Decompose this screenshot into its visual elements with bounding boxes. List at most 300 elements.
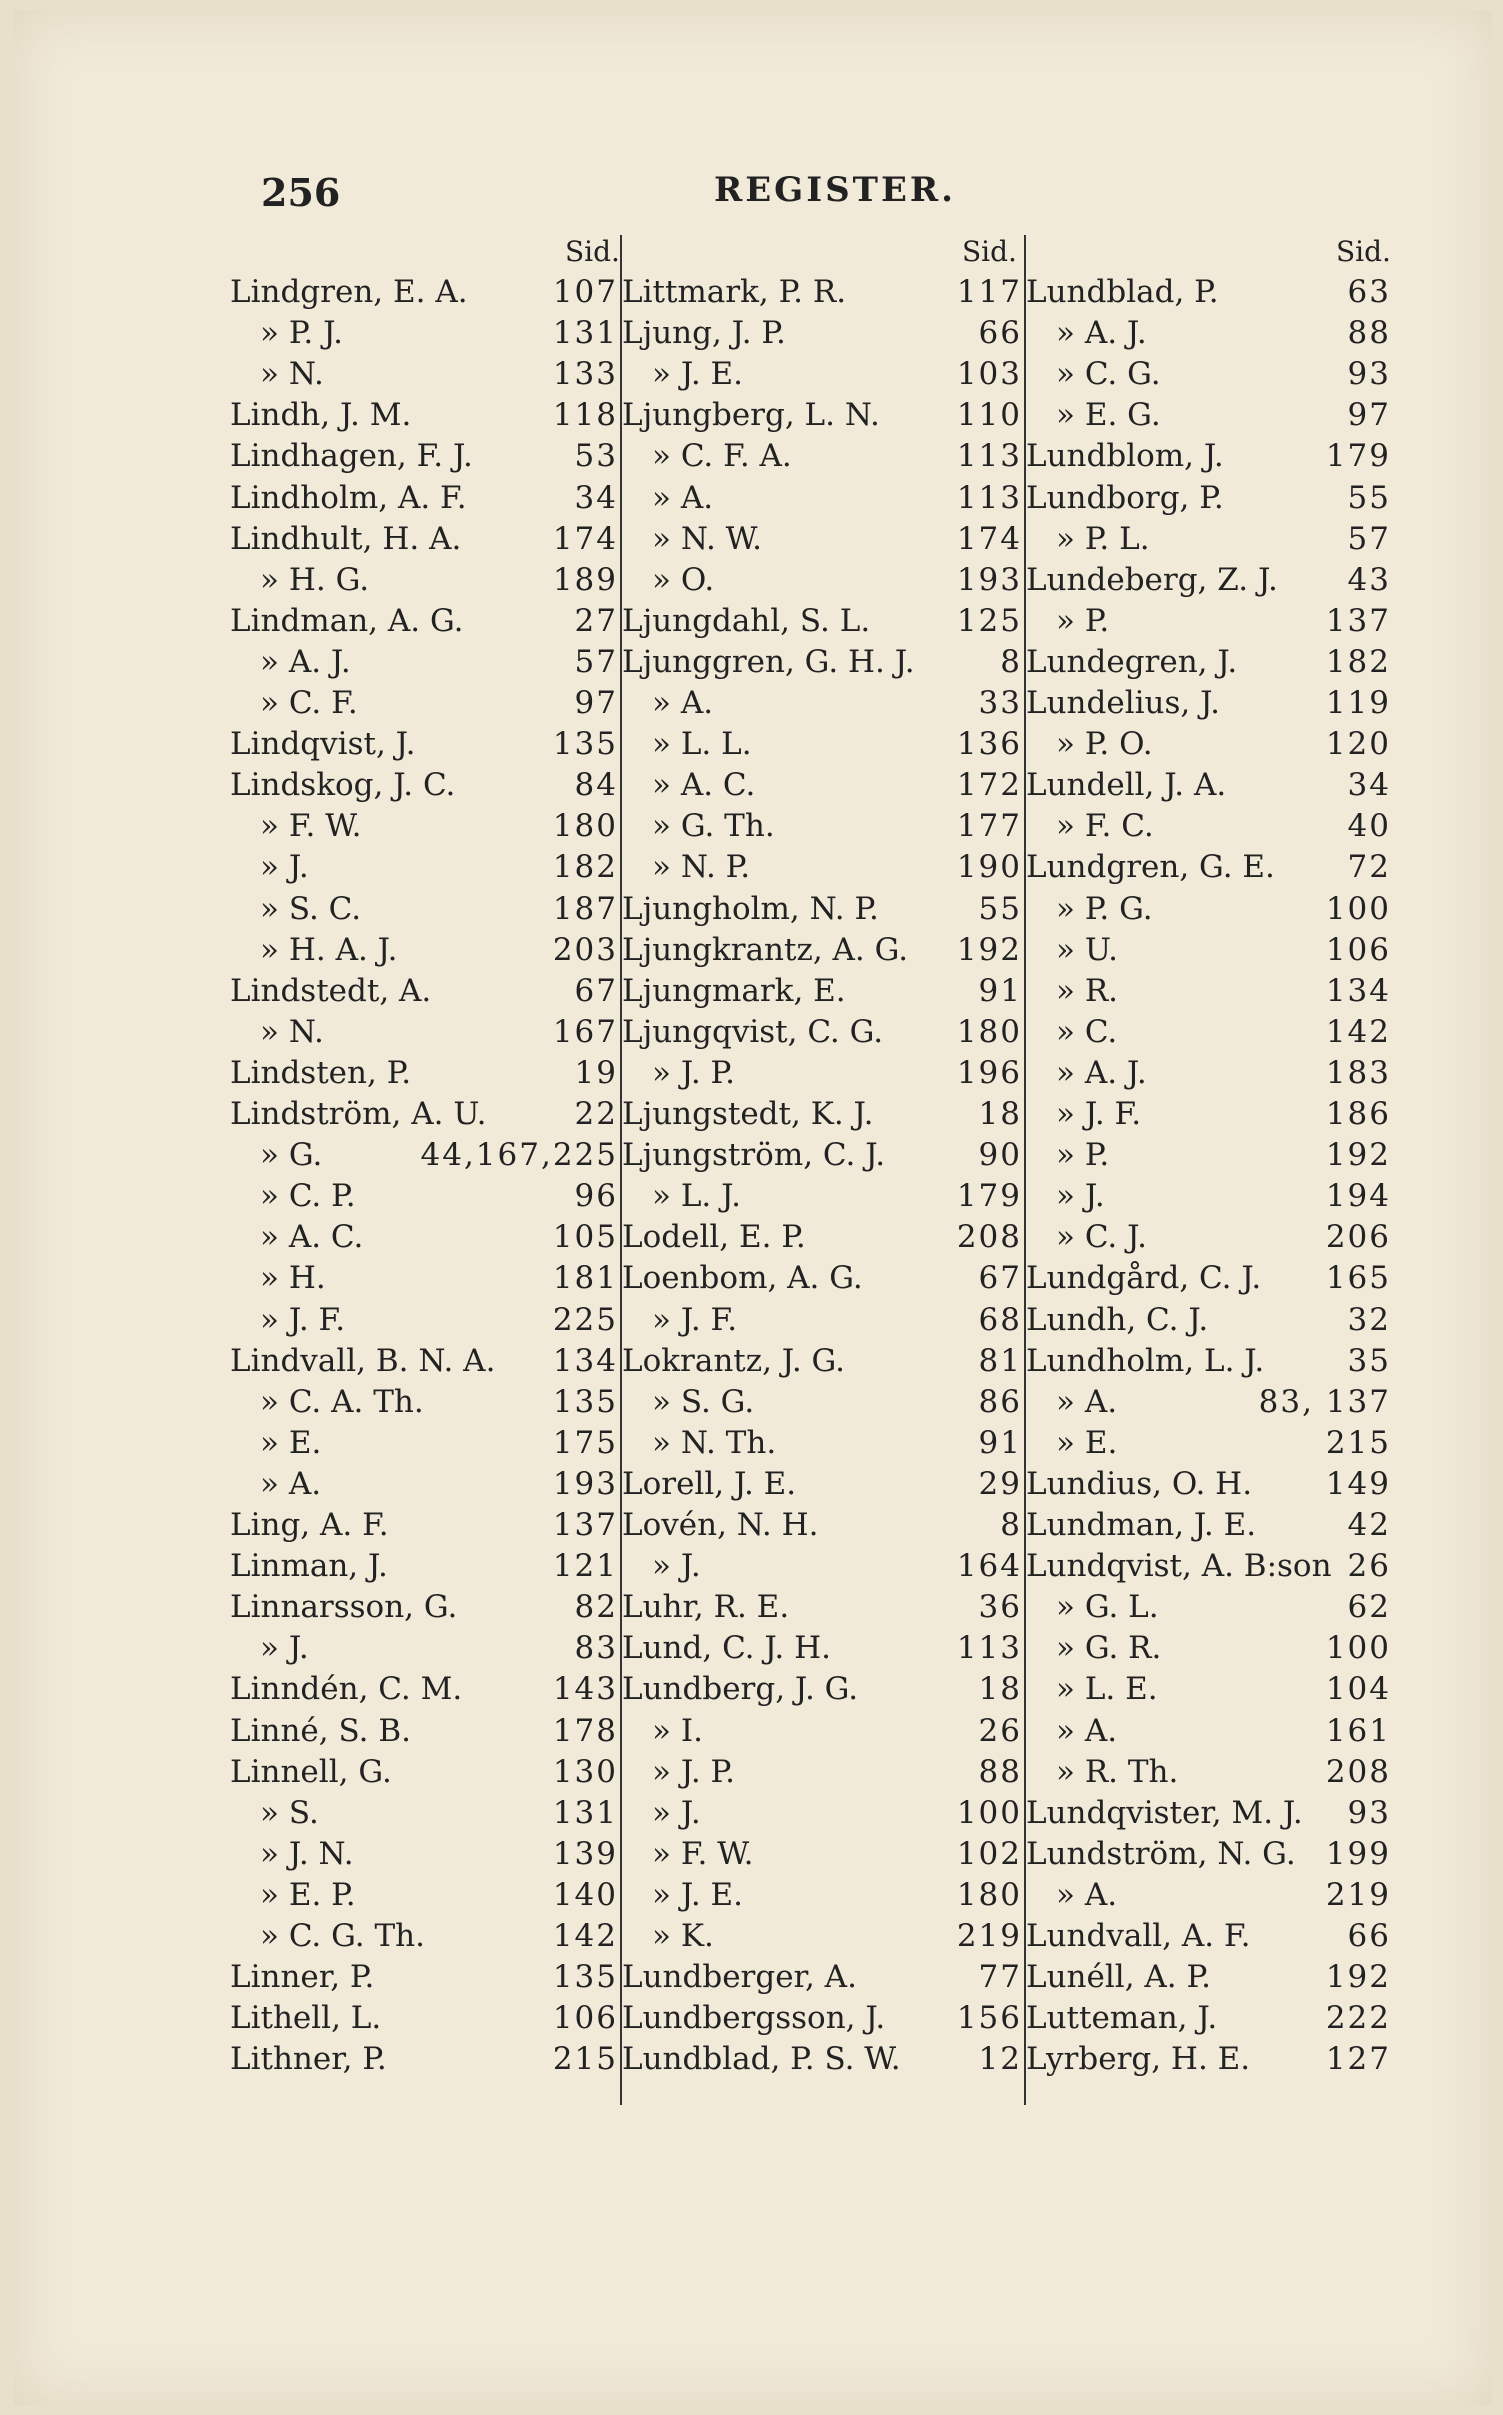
entry-name: » K. (652, 1918, 714, 1954)
index-entry (230, 847, 618, 887)
entry-page: 194 (1325, 1178, 1391, 1215)
sid-heading: Sid. (962, 235, 1017, 268)
entry-page: 177 (956, 808, 1022, 845)
entry-page: 199 (1325, 1835, 1391, 1872)
entry-name: » A. (652, 479, 714, 516)
entry-page: 215 (552, 2041, 618, 2078)
entry-page: 113 (956, 438, 1022, 475)
entry-name: Ljung, J. P. (622, 315, 786, 352)
index-entry (1026, 1176, 1391, 1216)
entry-name: Linner, P. (230, 1959, 375, 1996)
entry-name: » J. P. (652, 1054, 735, 1091)
entry-name: » J. F. (1056, 1096, 1142, 1132)
entry-name: Lindsten, P. (230, 1054, 412, 1091)
entry-page: 83, 137 (1258, 1383, 1391, 1420)
entry-name: » G. R. (1056, 1630, 1162, 1667)
index-entry (1026, 930, 1391, 970)
entry-name: Lovén, N. H. (622, 1507, 819, 1543)
entry-page: 180 (956, 1013, 1022, 1050)
index-entry (230, 971, 618, 1011)
entry-page: 86 (978, 1383, 1022, 1420)
entry-name: » A. (1056, 1712, 1118, 1749)
entry-page: 181 (552, 1260, 618, 1297)
index-entry (1026, 601, 1391, 641)
index-entry (1026, 847, 1391, 887)
index-entry (622, 1053, 1022, 1093)
entry-page: 102 (956, 1835, 1022, 1872)
entry-page: 81 (978, 1342, 1022, 1379)
index-entry (230, 519, 618, 559)
entry-page: 106 (552, 2000, 618, 2037)
index-entry (1026, 1793, 1391, 1833)
index-entry (230, 1628, 618, 1668)
index-entry (230, 806, 618, 846)
entry-page: 100 (1325, 1630, 1391, 1667)
entry-name: Ljungholm, N. P. (622, 890, 879, 927)
entry-name: » J. (1056, 1178, 1105, 1215)
entry-name: » U. (1056, 931, 1118, 968)
entry-page: 18 (978, 1671, 1022, 1708)
entry-name: Ljungqvist, C. G. (622, 1013, 884, 1050)
index-entry (622, 1998, 1022, 2038)
entry-name: Littmark, P. R. (622, 274, 847, 310)
index-entry (230, 436, 618, 476)
entry-page: 66 (978, 315, 1022, 352)
entry-page: 72 (1347, 849, 1391, 886)
index-entry (622, 519, 1022, 559)
entry-page: 208 (956, 1219, 1022, 1256)
index-entry (1026, 1875, 1391, 1915)
index-entry (622, 1752, 1022, 1792)
entry-page: 32 (1347, 1301, 1391, 1338)
entry-page: 179 (956, 1178, 1022, 1215)
register-column-2 (622, 235, 1022, 2085)
entry-page: 63 (1347, 274, 1391, 310)
entry-page: 136 (956, 726, 1022, 763)
entry-page: 142 (1325, 1013, 1391, 1050)
entry-page: 120 (1325, 726, 1391, 763)
index-entry (1026, 971, 1391, 1011)
entry-page: 189 (552, 561, 618, 598)
entry-name: Lundblad, P. S. W. (622, 2041, 901, 2078)
entry-page: 68 (978, 1301, 1022, 1338)
entry-page: 183 (1325, 1054, 1391, 1091)
entry-page: 27 (574, 602, 618, 639)
entry-name: » N. (260, 1013, 324, 1050)
sid-heading: Sid. (565, 235, 620, 268)
entry-name: » G. L. (1056, 1589, 1159, 1626)
index-entry (230, 1587, 618, 1627)
index-entry (622, 971, 1022, 1011)
entry-page: 43 (1347, 561, 1391, 598)
entry-name: » J. (652, 1794, 701, 1831)
index-entry (230, 1217, 618, 1257)
entry-page: 91 (978, 1424, 1022, 1461)
entry-page: 100 (956, 1794, 1022, 1831)
entry-page: 33 (978, 685, 1022, 721)
entry-name: Lindman, A. G. (230, 602, 464, 639)
entry-name: » A. J. (1056, 1054, 1147, 1091)
entry-page: 161 (1325, 1712, 1391, 1749)
entry-page: 178 (552, 1712, 618, 1749)
index-entry (622, 601, 1022, 641)
entry-name: Lindstedt, A. (230, 972, 432, 1009)
entry-name: » C. G. (1056, 356, 1161, 393)
entry-page: 219 (1325, 1876, 1391, 1913)
entry-page: 104 (1325, 1671, 1391, 1708)
entry-page: 143 (552, 1671, 618, 1708)
entry-page: 93 (1347, 356, 1391, 393)
index-entry (230, 1094, 618, 1134)
entry-page: 118 (552, 397, 618, 434)
entry-name: Lithell, L. (230, 2000, 382, 2037)
entry-name: Lundberger, A. (622, 1959, 857, 1996)
entry-page: 196 (956, 1054, 1022, 1091)
entry-name: Ljungström, C. J. (622, 1137, 886, 1174)
entry-name: Lundegren, J. (1026, 643, 1238, 680)
entry-page: 165 (1325, 1260, 1391, 1297)
entry-page: 121 (552, 1548, 618, 1585)
index-entry (1026, 519, 1391, 559)
entry-page: 67 (574, 972, 618, 1009)
column-rule-1 (620, 235, 622, 2105)
index-entry (1026, 642, 1391, 682)
index-entry (1026, 1546, 1391, 1586)
index-entry (1026, 395, 1391, 435)
index-entry (1026, 1916, 1391, 1956)
entry-page: 192 (956, 931, 1022, 968)
entry-page: 206 (1325, 1219, 1391, 1256)
index-entry (1026, 1341, 1391, 1381)
entry-name: Lundius, O. H. (1026, 1465, 1253, 1502)
entry-name: Linman, J. (230, 1548, 388, 1585)
book-page (14, 10, 1492, 2405)
entry-name: » I. (652, 1712, 703, 1749)
index-entry (230, 601, 618, 641)
entry-page: 8 (1000, 643, 1022, 680)
index-entry (622, 847, 1022, 887)
index-entry (1026, 1464, 1391, 1504)
entry-page: 57 (1347, 520, 1391, 557)
entry-name: » L. L. (652, 726, 752, 763)
entry-page: 174 (552, 520, 618, 557)
entry-name: Lithner, P. (230, 2041, 387, 2078)
entry-page: 12 (978, 2041, 1022, 2078)
index-entry (622, 436, 1022, 476)
entry-page: 137 (552, 1507, 618, 1543)
entry-page: 131 (552, 1794, 618, 1831)
entry-name: Linndén, C. M. (230, 1671, 463, 1708)
index-entry (230, 1793, 618, 1833)
entry-name: » S. C. (260, 890, 362, 927)
index-entry (1026, 889, 1391, 929)
index-entry (1026, 1998, 1391, 2038)
index-entry (622, 806, 1022, 846)
index-entry (1026, 1300, 1391, 1340)
entry-name: Lodell, E. P. (622, 1219, 806, 1256)
index-entry (230, 1505, 618, 1545)
index-entry (230, 354, 618, 394)
entry-page: 84 (574, 767, 618, 804)
index-entry (1026, 683, 1391, 723)
entry-name: » L. J. (652, 1178, 741, 1215)
entry-name: » C. P. (260, 1178, 356, 1215)
entry-page: 125 (956, 602, 1022, 639)
entry-page: 134 (552, 1342, 618, 1379)
entry-name: » P. (1056, 602, 1110, 639)
entry-page: 156 (956, 2000, 1022, 2037)
entry-page: 142 (552, 1918, 618, 1954)
index-entry (622, 354, 1022, 394)
entry-name: » E. (1056, 1424, 1118, 1461)
index-entry (1026, 724, 1391, 764)
entry-name: » A. (260, 1465, 322, 1502)
index-entry (230, 478, 618, 518)
entry-name: » H. G. (260, 561, 370, 598)
entry-name: Lundblad, P. (1026, 274, 1219, 310)
index-entry (622, 1094, 1022, 1134)
entry-page: 167 (552, 1013, 618, 1050)
entry-name: » J. E. (652, 1876, 744, 1913)
index-entry (1026, 1423, 1391, 1463)
entry-name: » E. G. (1056, 397, 1161, 434)
index-entry (1026, 1505, 1391, 1545)
entry-page: 215 (1325, 1424, 1391, 1461)
entry-page: 193 (956, 561, 1022, 598)
entry-name: » C. J. (1056, 1219, 1148, 1256)
entry-page: 179 (1325, 438, 1391, 475)
entry-page: 225 (552, 1301, 618, 1338)
index-entry (622, 1875, 1022, 1915)
entry-page: 66 (1347, 1918, 1391, 1954)
entry-name: Lundgård, C. J. (1026, 1260, 1262, 1297)
index-entry (1026, 806, 1391, 846)
entry-name: » C. F. A. (652, 438, 792, 475)
entry-name: Lundberg, J. G. (622, 1671, 859, 1708)
index-entry (622, 1711, 1022, 1751)
entry-name: Ljunggren, G. H. J. (622, 643, 915, 680)
index-entry (230, 272, 618, 312)
index-entry (1026, 1382, 1391, 1422)
entry-name: Lundholm, L. J. (1026, 1342, 1265, 1379)
index-entry (622, 724, 1022, 764)
entry-page: 18 (978, 1096, 1022, 1132)
entry-page: 119 (1325, 685, 1391, 721)
index-entry (1026, 1752, 1391, 1792)
index-entry (230, 1053, 618, 1093)
entry-name: » L. E. (1056, 1671, 1158, 1708)
entry-name: Lundström, N. G. (1026, 1835, 1296, 1872)
column-rule-2 (1024, 235, 1026, 2105)
entry-name: » H. A. J. (260, 931, 398, 968)
index-entry (230, 395, 618, 435)
entry-page: 34 (1347, 767, 1391, 804)
entry-page: 113 (956, 1630, 1022, 1667)
entry-page: 180 (552, 808, 618, 845)
page-title: REGISTER. (714, 170, 956, 210)
entry-name: » A. C. (652, 767, 756, 804)
index-entry (622, 1505, 1022, 1545)
index-entry (1026, 765, 1391, 805)
entry-page: 219 (956, 1918, 1022, 1954)
entry-page: 77 (978, 1959, 1022, 1996)
entry-name: » J. N. (260, 1835, 354, 1872)
entry-page: 117 (956, 274, 1022, 310)
entry-name: Lundqvist, A. B:son (1026, 1548, 1332, 1585)
index-entry (1026, 1957, 1391, 1997)
index-entry (622, 1464, 1022, 1504)
entry-page: 135 (552, 1383, 618, 1420)
index-entry (622, 1423, 1022, 1463)
index-entry (230, 1135, 618, 1175)
entry-page: 164 (956, 1548, 1022, 1585)
entry-page: 186 (1325, 1096, 1391, 1132)
entry-name: » E. P. (260, 1876, 356, 1913)
entry-name: Lindström, A. U. (230, 1096, 487, 1132)
entry-name: Lundborg, P. (1026, 479, 1224, 516)
register-column-3 (1026, 235, 1391, 2085)
index-entry (622, 642, 1022, 682)
index-entry (622, 889, 1022, 929)
index-entry (1026, 436, 1391, 476)
entry-name: Lindhagen, F. J. (230, 438, 473, 475)
index-entry (230, 1916, 618, 1956)
index-entry (622, 1258, 1022, 1298)
entry-name: » P. (1056, 1137, 1110, 1174)
entry-page: 96 (574, 1178, 618, 1215)
entry-page: 192 (1325, 1959, 1391, 1996)
index-entry (230, 2039, 618, 2079)
entry-name: Ljungkrantz, A. G. (622, 931, 909, 968)
entry-page: 8 (1000, 1507, 1022, 1543)
entry-page: 110 (956, 397, 1022, 434)
entry-name: Lindvall, B. N. A. (230, 1342, 496, 1379)
index-entry (622, 1793, 1022, 1833)
index-entry (230, 1669, 618, 1709)
index-entry (230, 1300, 618, 1340)
register-column-1 (230, 235, 618, 2085)
entry-name: Loenbom, A. G. (622, 1260, 863, 1297)
index-entry (622, 1834, 1022, 1874)
index-entry (1026, 1834, 1391, 1874)
entry-page: 140 (552, 1876, 618, 1913)
index-entry (1026, 1012, 1391, 1052)
entry-name: » P. L. (1056, 520, 1150, 557)
entry-page: 82 (574, 1589, 618, 1626)
entry-name: Lindhult, H. A. (230, 520, 462, 557)
entry-name: Lindgren, E. A. (230, 274, 468, 310)
index-entry (230, 1341, 618, 1381)
index-entry (622, 1341, 1022, 1381)
index-entry (1026, 560, 1391, 600)
index-entry (1026, 272, 1391, 312)
entry-name: Ling, A. F. (230, 1507, 389, 1543)
entry-page: 103 (956, 356, 1022, 393)
index-entry (622, 313, 1022, 353)
entry-page: 67 (978, 1260, 1022, 1297)
entry-name: » E. (260, 1424, 322, 1461)
entry-page: 130 (552, 1753, 618, 1790)
entry-name: Lundell, J. A. (1026, 767, 1227, 804)
index-entry (230, 1382, 618, 1422)
entry-name: » F. C. (1056, 808, 1154, 845)
index-entry (1026, 1258, 1391, 1298)
index-entry (230, 1546, 618, 1586)
entry-page: 36 (978, 1589, 1022, 1626)
entry-page: 203 (552, 931, 618, 968)
entry-name: » S. G. (652, 1383, 755, 1420)
index-entry (622, 1916, 1022, 1956)
entry-page: 175 (552, 1424, 618, 1461)
entry-name: Lundman, J. E. (1026, 1507, 1257, 1543)
index-entry (1026, 1587, 1391, 1627)
index-entry (230, 1423, 618, 1463)
entry-page: 19 (574, 1054, 618, 1091)
index-entry (230, 642, 618, 682)
entry-name: » C. (1056, 1013, 1118, 1050)
index-entry (622, 930, 1022, 970)
entry-page: 105 (552, 1219, 618, 1256)
index-entry (230, 765, 618, 805)
index-entry (622, 1217, 1022, 1257)
entry-page: 88 (978, 1753, 1022, 1790)
entry-page: 83 (574, 1630, 618, 1667)
index-entry (230, 313, 618, 353)
index-entry (622, 1546, 1022, 1586)
entry-name: » F. W. (652, 1835, 754, 1872)
index-entry (622, 1135, 1022, 1175)
entry-name: Lunéll, A. P. (1026, 1959, 1211, 1996)
entry-name: Ljungmark, E. (622, 972, 846, 1009)
entry-page: 62 (1347, 1589, 1391, 1626)
index-entry (230, 1012, 618, 1052)
index-entry (622, 2039, 1022, 2079)
index-entry (230, 1957, 618, 1997)
entry-page: 91 (978, 972, 1022, 1009)
entry-page: 172 (956, 767, 1022, 804)
entry-name: » N. Th. (652, 1424, 777, 1461)
entry-name: » C. F. (260, 685, 358, 721)
entry-page: 134 (1325, 972, 1391, 1009)
entry-name: » A. J. (1056, 315, 1147, 352)
index-entry (230, 560, 618, 600)
entry-name: Lokrantz, J. G. (622, 1342, 846, 1379)
index-entry (230, 889, 618, 929)
entry-name: Lindqvist, J. (230, 726, 416, 763)
sid-heading: Sid. (1336, 235, 1391, 268)
entry-name: » J. P. (652, 1753, 735, 1790)
index-entry (622, 1628, 1022, 1668)
entry-name: Linnarsson, G. (230, 1589, 458, 1626)
entry-name: Lundgren, G. E. (1026, 849, 1275, 886)
entry-name: Luhr, R. E. (622, 1589, 790, 1626)
index-entry (230, 1711, 618, 1751)
index-entry (622, 1300, 1022, 1340)
entry-name: » S. (260, 1794, 319, 1831)
entry-page: 187 (552, 890, 618, 927)
index-entry (1026, 313, 1391, 353)
index-entry (230, 1875, 618, 1915)
index-entry (1026, 1628, 1391, 1668)
entry-name: » A. C. (260, 1219, 364, 1256)
entry-name: » J. (260, 849, 309, 886)
entry-page: 107 (552, 274, 618, 310)
page-number: 256 (261, 170, 341, 215)
index-entry (1026, 354, 1391, 394)
index-entry (622, 395, 1022, 435)
index-entry (230, 724, 618, 764)
entry-name: » J. F. (652, 1301, 738, 1338)
